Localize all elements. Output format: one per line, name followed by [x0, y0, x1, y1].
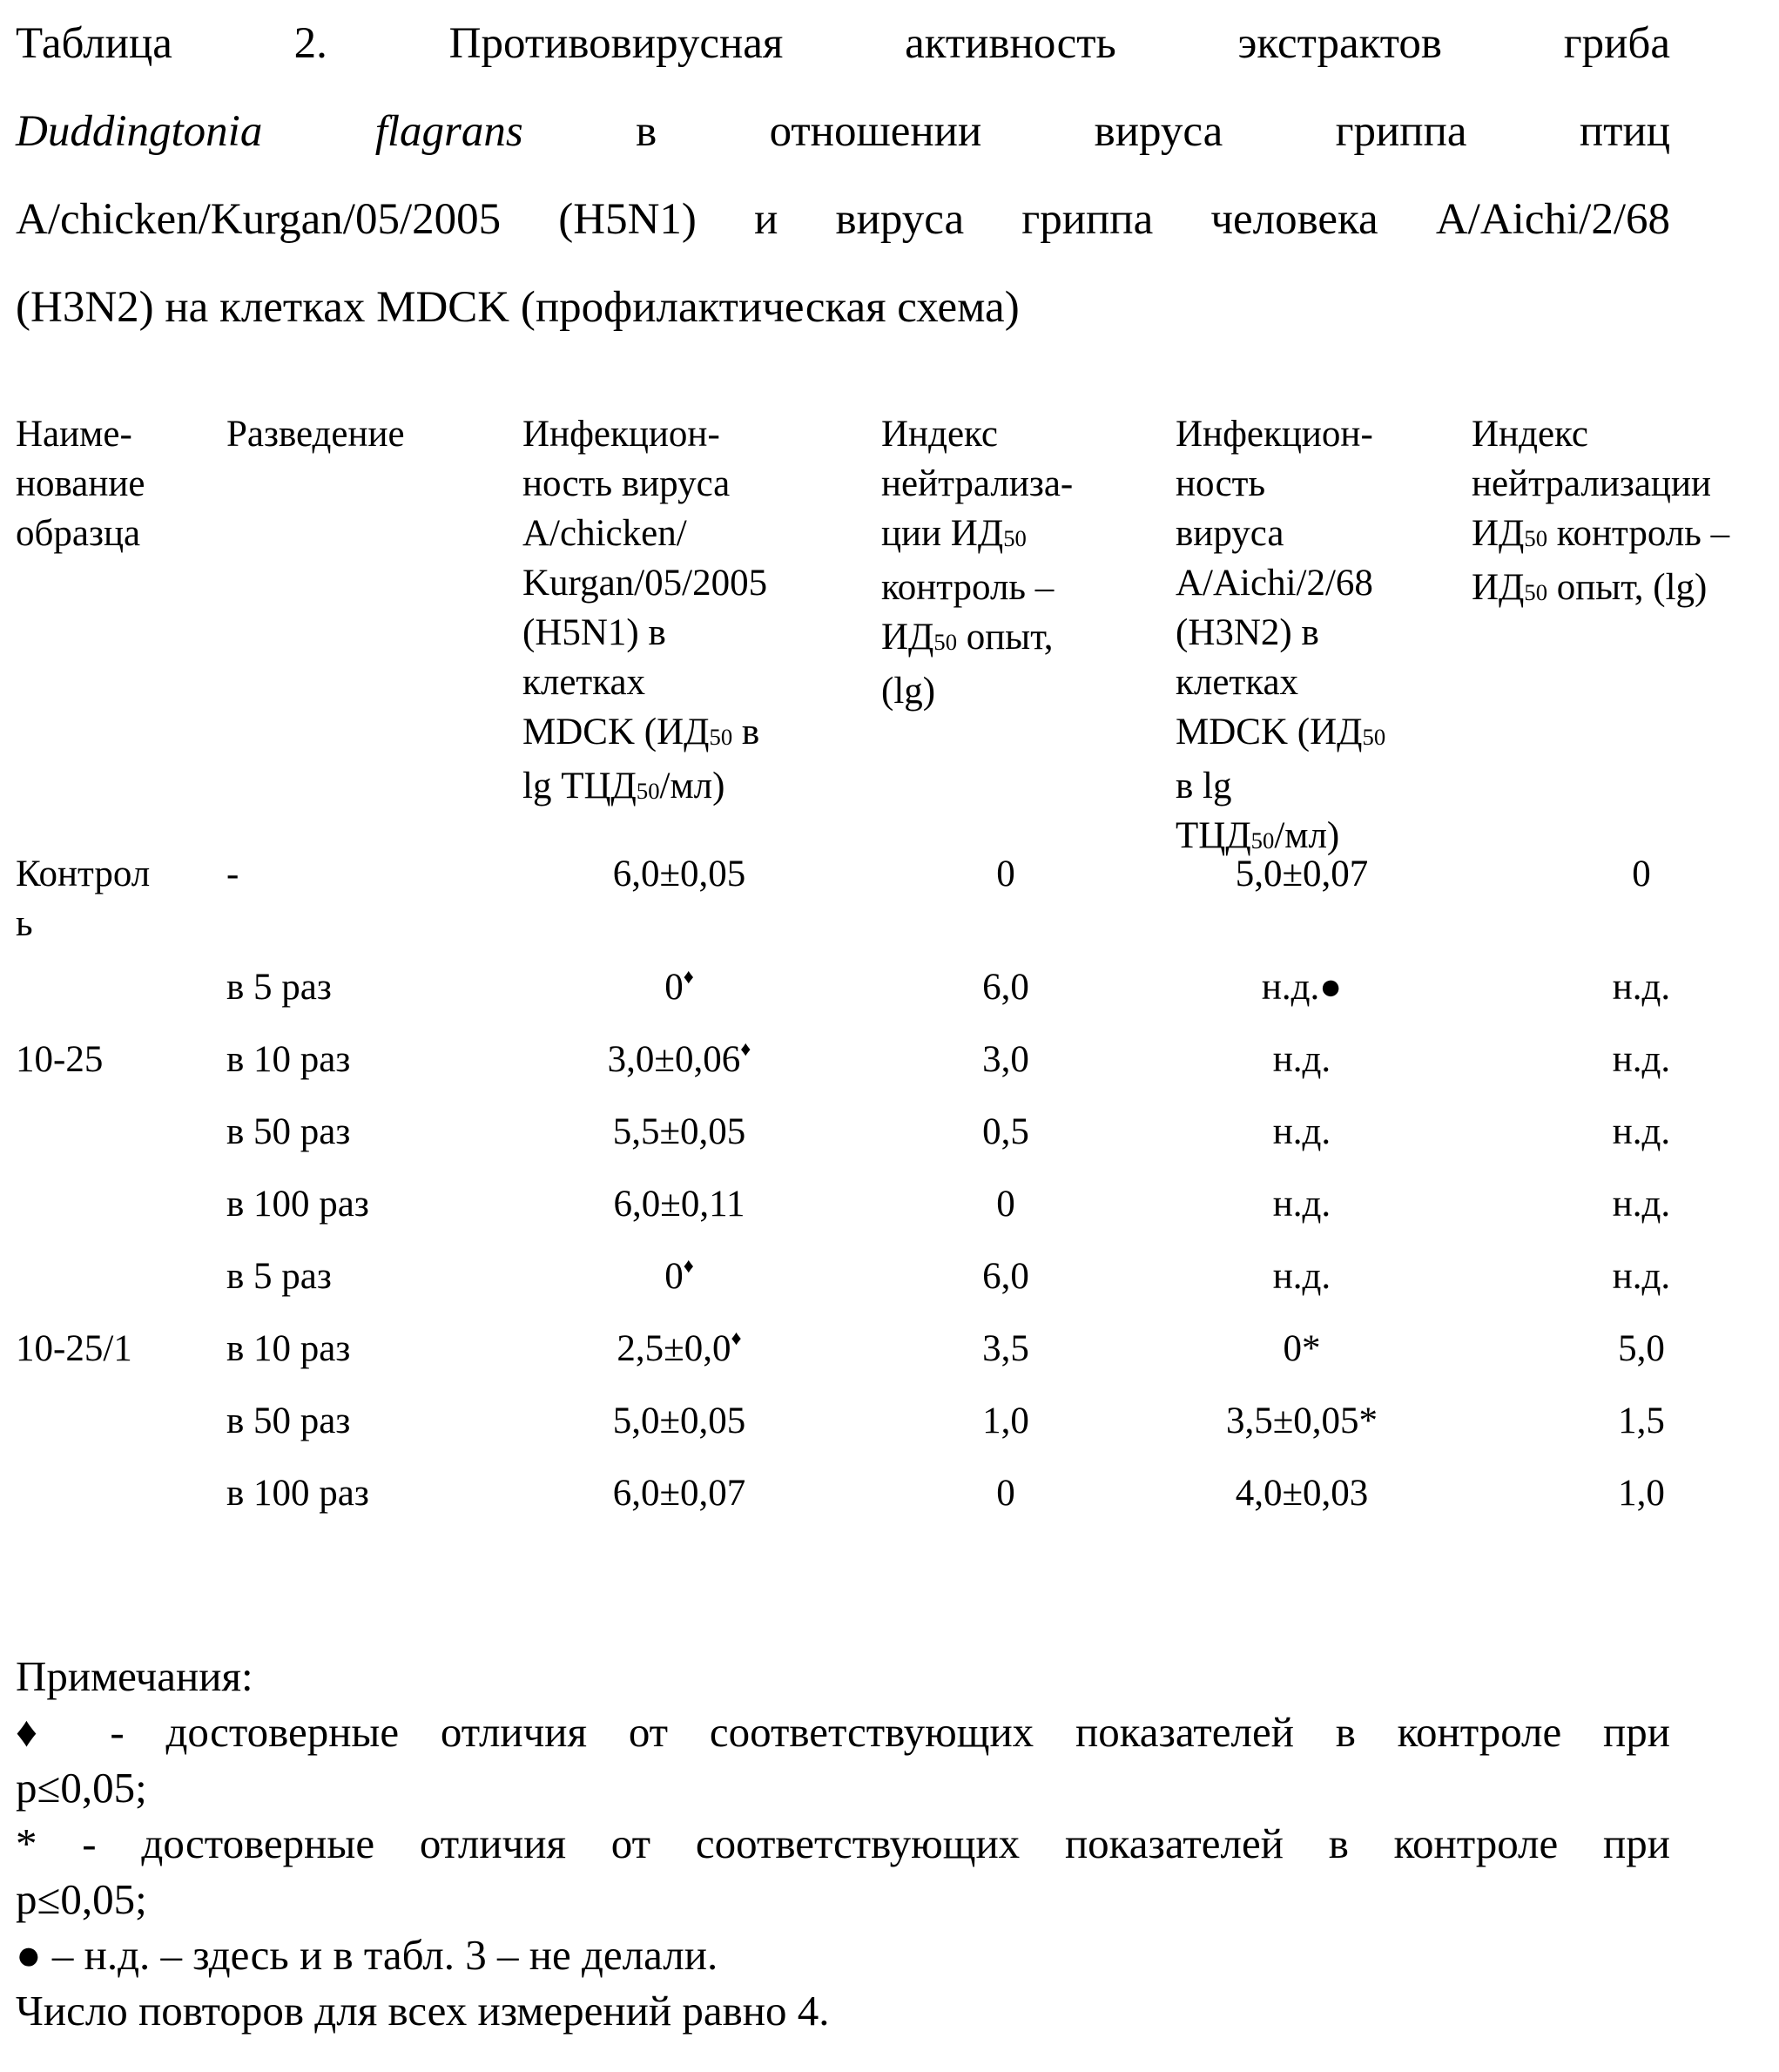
cell-text: в 50 раз: [226, 1111, 351, 1152]
cell-idx1: [906, 1324, 1106, 1373]
caption-word: Таблица: [16, 19, 172, 68]
cell-text: 10-25: [16, 1039, 104, 1080]
cell-text: в 100 раз: [226, 1184, 369, 1225]
cell-name: [16, 849, 199, 948]
cell-name: [16, 1324, 199, 1373]
caption-word: A/chicken/Kurgan/05/2005: [16, 195, 502, 244]
cell-text: в 50 раз: [226, 1400, 351, 1441]
cell-text: 0,5: [982, 1111, 1029, 1152]
caption-word: Противовирусная: [448, 19, 784, 68]
cell-text: 5,0: [1618, 1328, 1665, 1369]
cell-text: 10-25/1: [16, 1328, 132, 1369]
cell-idx2: [1541, 1468, 1742, 1518]
cell-inf2: [1171, 1179, 1432, 1229]
caption-word: в: [636, 107, 657, 156]
cell-dilution: [226, 1252, 488, 1301]
cell-text: Контрол ь: [16, 854, 151, 944]
caption-word: человека: [1210, 195, 1378, 244]
caption-word: гриба: [1563, 19, 1670, 68]
caption-word: птиц: [1579, 107, 1671, 156]
cell-inf1: [522, 849, 836, 899]
header-index-h3n2: Индекс нейтрализации $ИД_{50}$ контроль – $ИД_{50}$ опыт, (lg): [1472, 414, 1730, 608]
cell-dilution: [226, 1468, 488, 1518]
cell-idx1: [906, 1252, 1106, 1301]
cell-text: н.д.: [1612, 967, 1671, 1008]
cell-text: н.д.●: [1261, 967, 1343, 1008]
cell-idx1: [906, 962, 1106, 1012]
caption-line-4: (H3N2) на клетках MDCK (профилактическая схема): [16, 283, 1020, 332]
cell-text: 3,0: [982, 1039, 1029, 1080]
notes: [16, 1649, 1670, 2039]
notes-title: Примечания:: [16, 1652, 253, 1700]
cell-idx1: [906, 1035, 1106, 1084]
cell-text: 1,0: [982, 1400, 1029, 1441]
cell-idx1: [906, 1107, 1106, 1157]
caption-word: A/Aichi/2/68: [1435, 195, 1670, 244]
cell-inf1: [522, 1252, 836, 1307]
caption-word: гриппа: [1335, 107, 1467, 156]
cell-text: 6,0±0,07: [612, 1473, 746, 1514]
cell-dilution: [226, 1035, 488, 1084]
cell-text: 0: [996, 854, 1015, 894]
cell-text: н.д.: [1612, 1256, 1671, 1297]
cell-inf1: [522, 962, 836, 1018]
caption-word: вируса: [835, 195, 965, 244]
cell-text: -: [226, 854, 239, 894]
cell-dilution: [226, 1107, 488, 1157]
cell-text: н.д.: [1612, 1184, 1671, 1225]
header-sample-name: Наиме- нование образца: [16, 414, 145, 554]
caption-word: отношении: [769, 107, 982, 156]
species-genus: Duddingtonia: [16, 107, 263, 156]
cell-text: 6,0: [982, 1256, 1029, 1297]
header-infectivity-h5n1: Инфекцион- ность вируса A/chicken/ Kurgan/05/2005 (H5N1) в клетках MDCK ($ИД_{50}$ в $\lg ТЦД_{50}/мл$): [522, 414, 768, 807]
cell-idx2: [1541, 849, 1742, 899]
cell-text: в 10 раз: [226, 1039, 351, 1080]
cell-inf2: [1171, 962, 1432, 1012]
note-asterisk: * - достоверные отличия от соответствующих показателей в контроле при: [16, 1819, 1670, 1867]
cell-inf1: [522, 1324, 836, 1380]
cell-text: н.д.: [1272, 1039, 1331, 1080]
cell-idx2: [1541, 1324, 1742, 1373]
cell-text: 3,5±0,05*: [1225, 1400, 1378, 1441]
cell-text: 0: [664, 1256, 684, 1297]
caption-word: экстрактов: [1237, 19, 1442, 68]
cell-text: 3,5: [982, 1328, 1029, 1369]
significance-diamond-icon: ♦: [731, 1327, 742, 1351]
cell-text: в 5 раз: [226, 967, 332, 1008]
caption-word: (H5N1): [558, 195, 697, 244]
cell-text: н.д.: [1612, 1039, 1671, 1080]
significance-diamond-icon: ♦: [683, 1255, 694, 1279]
caption-word: гриппа: [1021, 195, 1154, 244]
table-caption: [16, 0, 1670, 352]
cell-text: 1,5: [1618, 1400, 1665, 1441]
cell-inf2: [1171, 849, 1432, 899]
caption-word: и: [754, 195, 778, 244]
caption-word: вируса: [1094, 107, 1223, 156]
cell-inf1: [522, 1468, 836, 1518]
header-index-h5n1: Индекс нейтрализа- ции $ИД_{50}$ контроль – $ИД_{50}$ опыт, (lg): [881, 414, 1074, 712]
cell-idx2: [1541, 962, 1742, 1012]
cell-idx2: [1541, 1396, 1742, 1446]
cell-dilution: [226, 1324, 488, 1373]
cell-inf1: [522, 1179, 836, 1229]
caption-line-2: [16, 88, 1670, 176]
cell-text: н.д.: [1272, 1184, 1331, 1225]
cell-text: в 5 раз: [226, 1256, 332, 1297]
cell-inf2: [1171, 1252, 1432, 1301]
cell-text: 2,5±0,0: [617, 1328, 731, 1369]
cell-idx1: [906, 1468, 1106, 1518]
cell-inf1: [522, 1035, 836, 1090]
cell-inf1: [522, 1107, 836, 1157]
cell-text: н.д.: [1272, 1111, 1331, 1152]
cell-inf2: [1171, 1468, 1432, 1518]
cell-inf2: [1171, 1324, 1432, 1373]
cell-text: 6,0±0,11: [613, 1184, 745, 1225]
cell-text: в 100 раз: [226, 1473, 369, 1514]
note-repeats: Число повторов для всех измерений равно 4.: [16, 1987, 830, 2035]
cell-dilution: [226, 1396, 488, 1446]
note-bullet: ● – н.д. – здесь и в табл. 3 – не делали.: [16, 1931, 718, 1979]
cell-idx2: [1541, 1107, 1742, 1157]
cell-inf1: [522, 1396, 836, 1446]
cell-text: 0: [996, 1473, 1015, 1514]
cell-text: 0: [1632, 854, 1651, 894]
cell-dilution: [226, 1179, 488, 1229]
caption-word: 2.: [293, 19, 327, 68]
cell-text: 5,0±0,07: [1235, 854, 1369, 894]
note-asterisk-cont: р≤0,05;: [16, 1875, 147, 1923]
cell-text: 0: [664, 967, 684, 1008]
caption-line-3: [16, 176, 1670, 264]
cell-text: 3,0±0,06: [607, 1039, 741, 1080]
significance-diamond-icon: ♦: [740, 1038, 751, 1062]
cell-idx1: [906, 849, 1106, 899]
cell-text: 6,0: [982, 967, 1029, 1008]
cell-text: в 10 раз: [226, 1328, 351, 1369]
cell-text: 0: [996, 1184, 1015, 1225]
cell-text: н.д.: [1612, 1111, 1671, 1152]
cell-idx1: [906, 1179, 1106, 1229]
cell-idx2: [1541, 1179, 1742, 1229]
cell-text: 1,0: [1618, 1473, 1665, 1514]
cell-idx2: [1541, 1252, 1742, 1301]
note-diamond-cont: р≤0,05;: [16, 1764, 147, 1812]
note-diamond: ♦ - достоверные отличия от соответствующих показателей в контроле при: [16, 1708, 1670, 1756]
cell-text: 6,0±0,05: [612, 854, 746, 894]
cell-name: [16, 1035, 199, 1084]
cell-dilution: [226, 962, 488, 1012]
cell-inf2: [1171, 1035, 1432, 1084]
cell-text: 5,5±0,05: [612, 1111, 746, 1152]
cell-text: 0*: [1283, 1328, 1321, 1369]
cell-text: 5,0±0,05: [612, 1400, 746, 1441]
header-dilution: Разведение: [226, 414, 405, 455]
significance-diamond-icon: ♦: [683, 966, 694, 989]
cell-inf2: [1171, 1107, 1432, 1157]
header-infectivity-h3n2: Инфекцион- ность вируса A/Aichi/2/68 (H3N2) в клетках MDCK ($ИД_{50}$ в lg $ТЦД_{50}/мл$): [1176, 414, 1386, 856]
caption-word: активность: [905, 19, 1116, 68]
cell-idx2: [1541, 1035, 1742, 1084]
cell-dilution: [226, 849, 488, 899]
cell-text: н.д.: [1272, 1256, 1331, 1297]
caption-line-1: [16, 0, 1670, 88]
cell-inf2: [1171, 1396, 1432, 1446]
cell-text: 4,0±0,03: [1235, 1473, 1369, 1514]
cell-idx1: [906, 1396, 1106, 1446]
species-epithet: flagrans: [374, 107, 523, 156]
